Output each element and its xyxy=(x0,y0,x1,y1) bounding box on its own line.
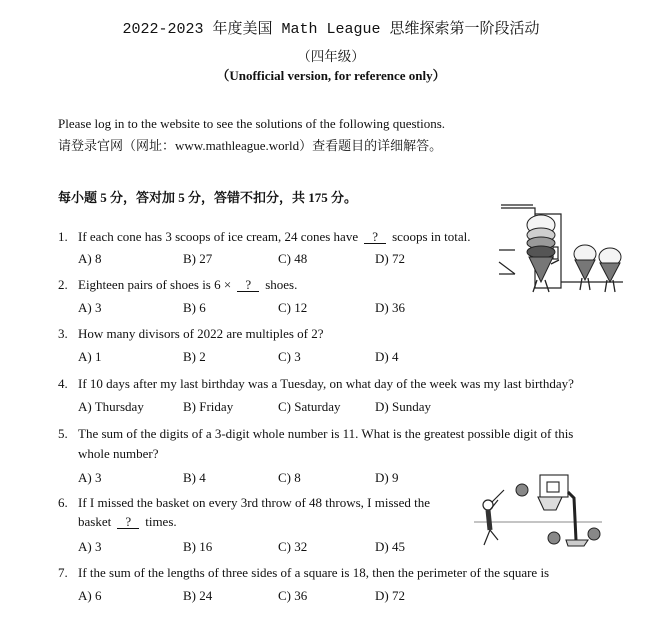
option-c: C) 36 xyxy=(278,588,308,603)
option-a: A) 6 xyxy=(78,588,102,603)
question-text: Eighteen pairs of shoes is 6 × xyxy=(78,277,232,292)
big-ice-cream-cone-icon xyxy=(527,215,559,292)
title-en: Math League xyxy=(281,21,381,38)
option-c: C) 32 xyxy=(278,539,308,554)
option-a: A) 1 xyxy=(78,349,102,364)
question-number: 2. xyxy=(58,277,68,292)
option-c: C) 3 xyxy=(278,349,301,364)
question-2-options xyxy=(78,300,498,316)
option-a: A) 8 xyxy=(78,251,102,266)
option-a: A) Thursday xyxy=(78,399,144,414)
question-number: 1. xyxy=(58,229,68,244)
question-7-options xyxy=(78,588,498,604)
document-title xyxy=(0,17,662,38)
question-4 xyxy=(58,376,574,392)
ice-cream-cones-illustration xyxy=(493,202,628,297)
question-number: 3. xyxy=(58,326,68,341)
option-b: B) 6 xyxy=(183,300,206,315)
option-c: C) 12 xyxy=(278,300,308,315)
question-3 xyxy=(58,326,324,342)
question-1-options xyxy=(78,251,498,267)
option-d: D) 9 xyxy=(375,470,399,485)
option-b: B) 27 xyxy=(183,251,213,266)
question-text: How many divisors of 2022 are multiples of 2? xyxy=(78,326,324,341)
option-b: B) 2 xyxy=(183,349,206,364)
option-d: D) 45 xyxy=(375,539,405,554)
option-c: C) Saturday xyxy=(278,399,341,414)
question-6-line2 xyxy=(78,514,177,530)
question-text-after: scoops in total. xyxy=(392,229,471,244)
answer-blank: ? xyxy=(364,231,386,244)
option-c: C) 8 xyxy=(278,470,301,485)
question-number: 6. xyxy=(58,495,68,510)
question-text-after: shoes. xyxy=(265,277,298,292)
title-cn-part1: 年度美国 xyxy=(212,19,273,37)
question-5-options xyxy=(78,470,498,486)
answer-blank: ? xyxy=(117,516,139,529)
title-year: 2022-2023 xyxy=(122,21,204,38)
question-text-after: times. xyxy=(145,514,177,529)
intro-english: Please log in to the website to see the solutions of the following questions. xyxy=(58,116,446,131)
answer-blank: ? xyxy=(237,279,259,292)
question-text: If I missed the basket on every 3rd throw of 48 throws, I missed the xyxy=(78,495,431,510)
basketball-player-illustration xyxy=(470,470,605,555)
question-text: If the sum of the lengths of three sides of a square is 18, then the perimeter of the square is xyxy=(78,565,550,580)
question-text: If 10 days after my last birthday was a Tuesday, on what day of the week was my last birthday? xyxy=(78,376,574,391)
title-cn-part2: 思维探索第一阶段活动 xyxy=(389,19,540,37)
option-d: D) 72 xyxy=(375,588,405,603)
question-7 xyxy=(58,565,549,581)
option-b: B) 24 xyxy=(183,588,213,603)
basketball-icon xyxy=(588,528,600,540)
option-d: D) 72 xyxy=(375,251,405,266)
question-number: 7. xyxy=(58,565,68,580)
option-d: D) 4 xyxy=(375,349,399,364)
small-ice-cream-cone-icon xyxy=(599,248,621,292)
question-6-options xyxy=(78,539,498,555)
option-b: B) 4 xyxy=(183,470,206,485)
option-c: C) 48 xyxy=(278,251,308,266)
question-5-line2: whole number? xyxy=(78,446,159,461)
question-3-options xyxy=(78,349,498,365)
option-b: B) 16 xyxy=(183,539,213,554)
question-number: 4. xyxy=(58,376,68,391)
unofficial-note: （Unofficial version, for reference only） xyxy=(216,68,446,83)
grade-label: （四年级） xyxy=(297,49,365,64)
question-text: The sum of the digits of a 3-digit whole number is 11. What is the greatest possible digit of this xyxy=(78,426,574,441)
basketball-icon xyxy=(516,484,528,496)
basketball-icon xyxy=(548,532,560,544)
question-1 xyxy=(58,229,470,245)
option-b: B) Friday xyxy=(183,399,234,414)
question-number: 5. xyxy=(58,426,68,441)
option-a: A) 3 xyxy=(78,300,102,315)
intro-chinese: 请登录官网（网址：www.mathleague.world）查看题目的详细解答。 xyxy=(58,138,443,153)
player-icon xyxy=(483,490,504,545)
question-6 xyxy=(58,495,430,511)
scoring-rules: 每小题 5 分，答对加 5 分，答错不扣分，共 175 分。 xyxy=(58,190,358,205)
small-ice-cream-cone-icon xyxy=(574,245,596,290)
option-a: A) 3 xyxy=(78,470,102,485)
option-d: D) Sunday xyxy=(375,399,431,414)
option-d: D) 36 xyxy=(375,300,405,315)
question-2 xyxy=(58,277,297,293)
question-text: basket xyxy=(78,514,112,529)
option-a: A) 3 xyxy=(78,539,102,554)
question-5 xyxy=(58,426,573,442)
question-4-options xyxy=(78,399,498,415)
question-text: If each cone has 3 scoops of ice cream, 24 cones have xyxy=(78,229,359,244)
